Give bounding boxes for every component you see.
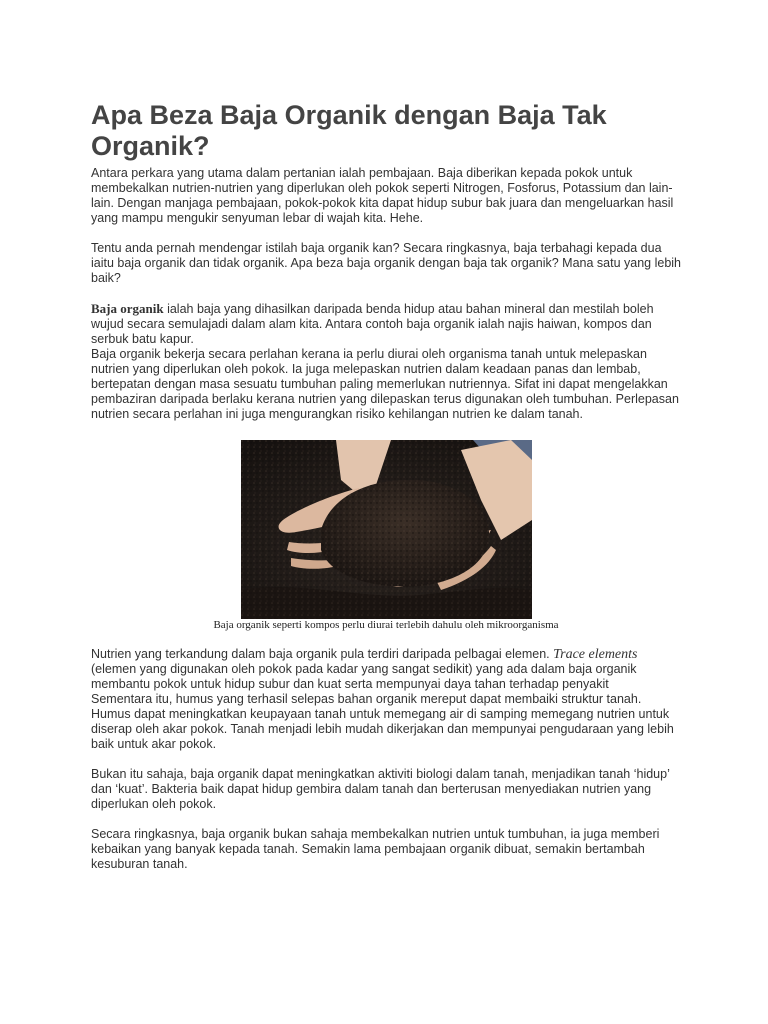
article-title: Apa Beza Baja Organik dengan Baja Tak Organik? [91,100,607,161]
paragraph-conclusion: Secara ringkasnya, baja organik bukan sahaja membekalkan nutrien untuk tumbuhan, ia juga memberi kebaikan yang banyak kepada tanah. Semakin lama pembajaan organik dibuat, semakin bertambah kesuburan tanah. [91,827,660,871]
paragraph-intro: Antara perkara yang utama dalam pertanian ialah pembajaan. Baja diberikan kepada pokok untuk membekalkan nutrien-nutrien yang diperlukan oleh pokok seperti Nitrogen, Fosforus, Potassium dan lain-lain. Dengan manjaga pembajaan, pokok-pokok kita dapat hidup subur bak juara dan mengeluarkan hasil yang mampu mengukir senyuman lebar di wajah kita. Hehe. [91,166,674,225]
paragraph-slow-release: Baja organik bekerja secara perlahan kerana ia perlu diurai oleh organisma tanah untuk melepaskan nutrien yang diperlukan oleh pokok. Ia juga melepaskan nutrien dalam keadaan panas dan lembab, bertepatan dengan masa sesuatu tumbuhan paling memerlukan nutriennya. Sifat ini dapat mengelakkan pembaziran daripada berlaku kerana nutrien yang dilepaskan terus digunakan oleh tumbuhan. Perlepasan nutrien secara perlahan ini juga mengurangkan risiko kehilangan nutrien ke dalam tanah. [91,347,679,421]
paragraph-question: Tentu anda pernah mendengar istilah baja organik kan? Secara ringkasnya, baja terbahagi kepada dua iaitu baja organik dan tidak organik. Apa beza baja organik dengan baja tak organik? Mana satu yang lebih baik? [91,241,681,285]
term-baja-organik: Baja organik [91,301,164,316]
trace-rest: (elemen yang digunakan oleh pokok pada kadar yang sangat sedikit) yang ada dalam baja organik membantu pokok untuk hidup subur dan kuat serta mempunyai daya tahan terhadap penyakit [91,662,637,691]
term-trace-elements: Trace elements [553,647,638,662]
trace-lead: Nutrien yang terkandung dalam baja organik pula terdiri daripada pelbagai elemen. [91,647,554,661]
paragraph-trace-elements [91,647,681,692]
paragraph-humus: Sementara itu, humus yang terhasil selepas bahan organik mereput dapat membaiki struktur tanah. Humus dapat meningkatkan keupayaan tanah untuk memegang air di samping memegang nutrien untuk diserap oleh akar pokok. Tanah menjadi lebih mudah dikerjakan dan mempunyai pengudaraan yang lebih baik untuk akar pokok. [91,692,674,751]
article [91,100,681,872]
figure-caption: Baja organik seperti kompos perlu diurai terlebih dahulu oleh mikroorganisma [213,619,559,631]
compost-in-hands-photo [241,440,532,619]
definition-text: ialah baja yang dihasilkan daripada benda hidup atau bahan mineral dan mestilah boleh wujud secara semulajadi dalam alam kita. Antara contoh baja organik ialah najis haiwan, kompos dan serbuk batu kapur. [91,302,654,346]
paragraph-biology: Bukan itu sahaja, baja organik dapat meningkatkan aktiviti biologi dalam tanah, menjadikan tanah ‘hidup’ dan ‘kuat’. Bakteria baik dapat hidup gembira dalam tanah dan berterusan menyediakan nutrien yang diperlukan oleh pokok. [91,767,670,811]
compost-figure [91,440,681,632]
paragraph-definition [91,301,681,347]
